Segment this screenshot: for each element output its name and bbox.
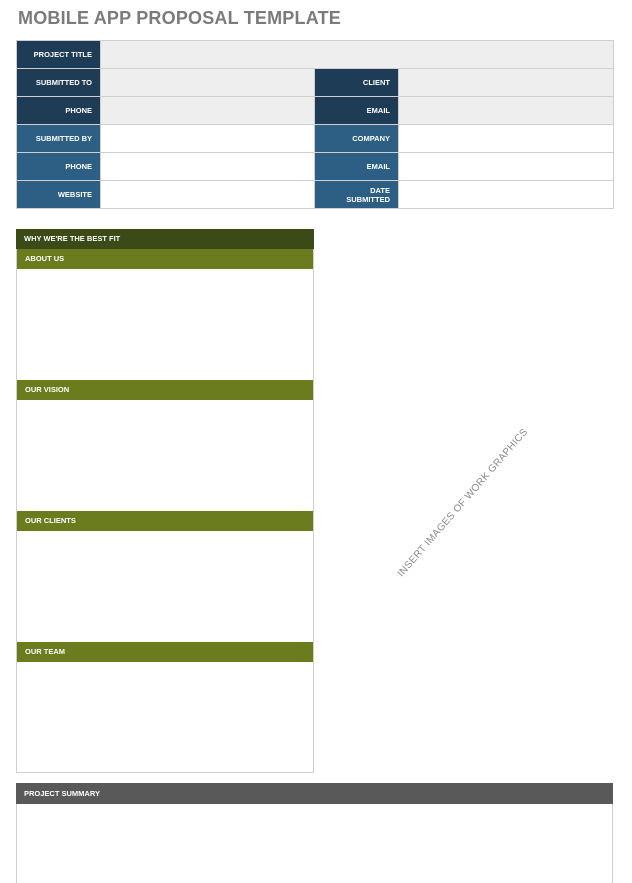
row-submitted-by — [17, 125, 614, 153]
our-team-field[interactable] — [16, 662, 314, 773]
row-project-title — [17, 41, 614, 69]
date-submitted-line1: DATE — [370, 185, 390, 195]
phone-by-field[interactable] — [101, 153, 315, 181]
row-submitted-to — [17, 69, 614, 97]
row-phone-email-to — [17, 97, 614, 125]
date-submitted-field[interactable] — [399, 181, 614, 209]
our-team-heading: OUR TEAM — [16, 642, 314, 662]
submitted-to-field[interactable] — [101, 69, 315, 97]
submitted-to-label: SUBMITTED TO — [17, 69, 101, 97]
email-by-label: EMAIL — [315, 153, 399, 181]
project-summary-section — [16, 783, 613, 883]
our-clients-field[interactable] — [16, 531, 314, 642]
client-field[interactable] — [399, 69, 614, 97]
submitted-by-field[interactable] — [101, 125, 315, 153]
about-us-field[interactable] — [16, 269, 314, 380]
project-title-field[interactable] — [101, 41, 614, 69]
email-to-field[interactable] — [399, 97, 614, 125]
best-fit-heading: WHY WE'RE THE BEST FIT — [16, 229, 314, 249]
our-vision-heading: OUR VISION — [16, 380, 314, 400]
row-phone-email-by — [17, 153, 614, 181]
company-label: COMPANY — [315, 125, 399, 153]
about-us-heading: ABOUT US — [16, 249, 314, 269]
client-label: CLIENT — [315, 69, 399, 97]
our-vision-field[interactable] — [16, 400, 314, 511]
page-title: MOBILE APP PROPOSAL TEMPLATE — [18, 8, 341, 28]
best-fit-column — [16, 229, 314, 773]
date-submitted-label — [315, 181, 399, 209]
website-label: WEBSITE — [17, 181, 101, 209]
email-to-label: EMAIL — [315, 97, 399, 125]
email-by-field[interactable] — [399, 153, 614, 181]
project-info-table — [16, 40, 614, 209]
company-field[interactable] — [399, 125, 614, 153]
website-field[interactable] — [101, 181, 315, 209]
submitted-by-label: SUBMITTED BY — [17, 125, 101, 153]
phone-by-label: PHONE — [17, 153, 101, 181]
project-summary-field[interactable] — [16, 804, 613, 883]
our-clients-heading: OUR CLIENTS — [16, 511, 314, 531]
row-website-date — [17, 181, 614, 209]
image-placeholder-text: INSERT IMAGES OF WORK GRAPHICS — [395, 426, 531, 580]
phone-to-field[interactable] — [101, 97, 315, 125]
project-summary-heading: PROJECT SUMMARY — [16, 783, 613, 804]
date-submitted-line2: SUBMITTED — [346, 194, 390, 204]
project-title-label: PROJECT TITLE — [17, 41, 101, 69]
phone-to-label: PHONE — [17, 97, 101, 125]
